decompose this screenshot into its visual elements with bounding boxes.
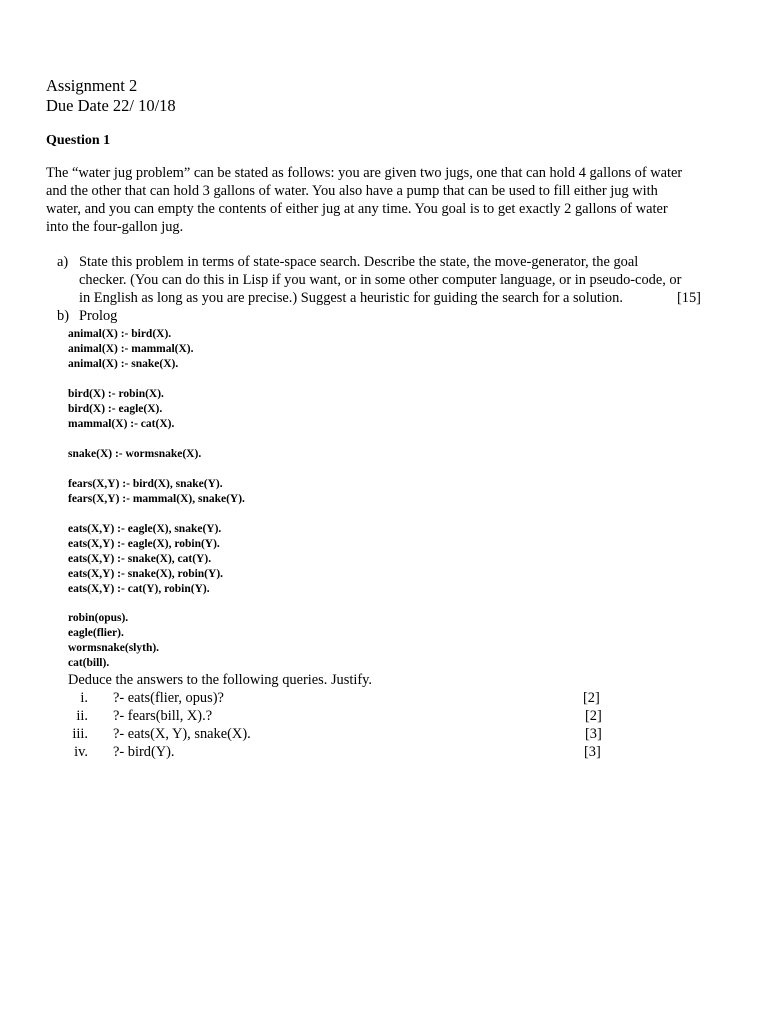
part-a-marks: [15]	[677, 290, 701, 306]
query-number: iii.	[72, 726, 88, 742]
query-number: ii.	[76, 708, 88, 724]
deduce-prompt: Deduce the answers to the following queries. Justify.	[68, 672, 372, 688]
part-a-line: State this problem in terms of state-space search. Describe the state, the move-generator, the goal	[79, 254, 639, 270]
query-number: iv.	[74, 744, 88, 760]
query-text: ?- fears(bill, X).?	[113, 708, 213, 724]
part-a-line: in English as long as you are precise.) Suggest a heuristic for guiding the search for a solution.	[79, 290, 623, 306]
query-marks: [2]	[585, 708, 602, 724]
query-text: ?- bird(Y).	[113, 744, 175, 760]
prolog-clause: snake(X) :- wormsnake(X).	[68, 448, 202, 460]
prolog-clause: animal(X) :- mammal(X).	[68, 343, 194, 355]
query-marks: [2]	[583, 690, 600, 706]
assignment-title: Assignment 2	[46, 76, 138, 95]
prolog-clause: bird(X) :- eagle(X).	[68, 403, 163, 415]
prolog-clause: eats(X,Y) :- cat(Y), robin(Y).	[68, 583, 210, 595]
question-title: Question 1	[46, 133, 111, 148]
intro-line: The “water jug problem” can be stated as follows: you are given two jugs, one that can hold 4 gallons of water	[46, 165, 683, 181]
prolog-clause: eats(X,Y) :- snake(X), robin(Y).	[68, 568, 224, 580]
due-date: Due Date 22/ 10/18	[46, 96, 176, 115]
prolog-fact: robin(opus).	[68, 612, 129, 624]
query-marks: [3]	[585, 726, 602, 742]
prolog-clause: eats(X,Y) :- snake(X), cat(Y).	[68, 553, 212, 565]
query-text: ?- eats(flier, opus)?	[113, 690, 224, 706]
query-text: ?- eats(X, Y), snake(X).	[113, 726, 251, 742]
query-marks: [3]	[584, 744, 601, 760]
prolog-clause: fears(X,Y) :- bird(X), snake(Y).	[68, 478, 223, 490]
prolog-fact: cat(bill).	[68, 657, 110, 669]
prolog-fact: wormsnake(slyth).	[68, 642, 160, 654]
prolog-clause: eats(X,Y) :- eagle(X), robin(Y).	[68, 538, 220, 550]
intro-line: into the four-gallon jug.	[46, 219, 184, 235]
intro-line: water, and you can empty the contents of either jug at any time. You goal is to get exactly 2 gallons of water	[46, 201, 668, 217]
prolog-clause: mammal(X) :- cat(X).	[68, 418, 175, 430]
prolog-fact: eagle(flier).	[68, 627, 124, 639]
part-a-line: checker. (You can do this in Lisp if you want, or in some other computer language, or in pseudo-code, or	[79, 272, 682, 288]
prolog-clause: eats(X,Y) :- eagle(X), snake(Y).	[68, 523, 222, 535]
part-b-title: Prolog	[79, 308, 118, 324]
intro-line: and the other that can hold 3 gallons of water. You also have a pump that can be used to fill either jug with	[46, 183, 658, 199]
prolog-clause: bird(X) :- robin(X).	[68, 388, 164, 400]
part-a-label: a)	[57, 254, 69, 270]
prolog-clause: animal(X) :- bird(X).	[68, 328, 172, 340]
prolog-clause: fears(X,Y) :- mammal(X), snake(Y).	[68, 493, 245, 505]
prolog-clause: animal(X) :- snake(X).	[68, 358, 179, 370]
query-number: i.	[80, 690, 88, 706]
part-b-label: b)	[57, 308, 69, 324]
